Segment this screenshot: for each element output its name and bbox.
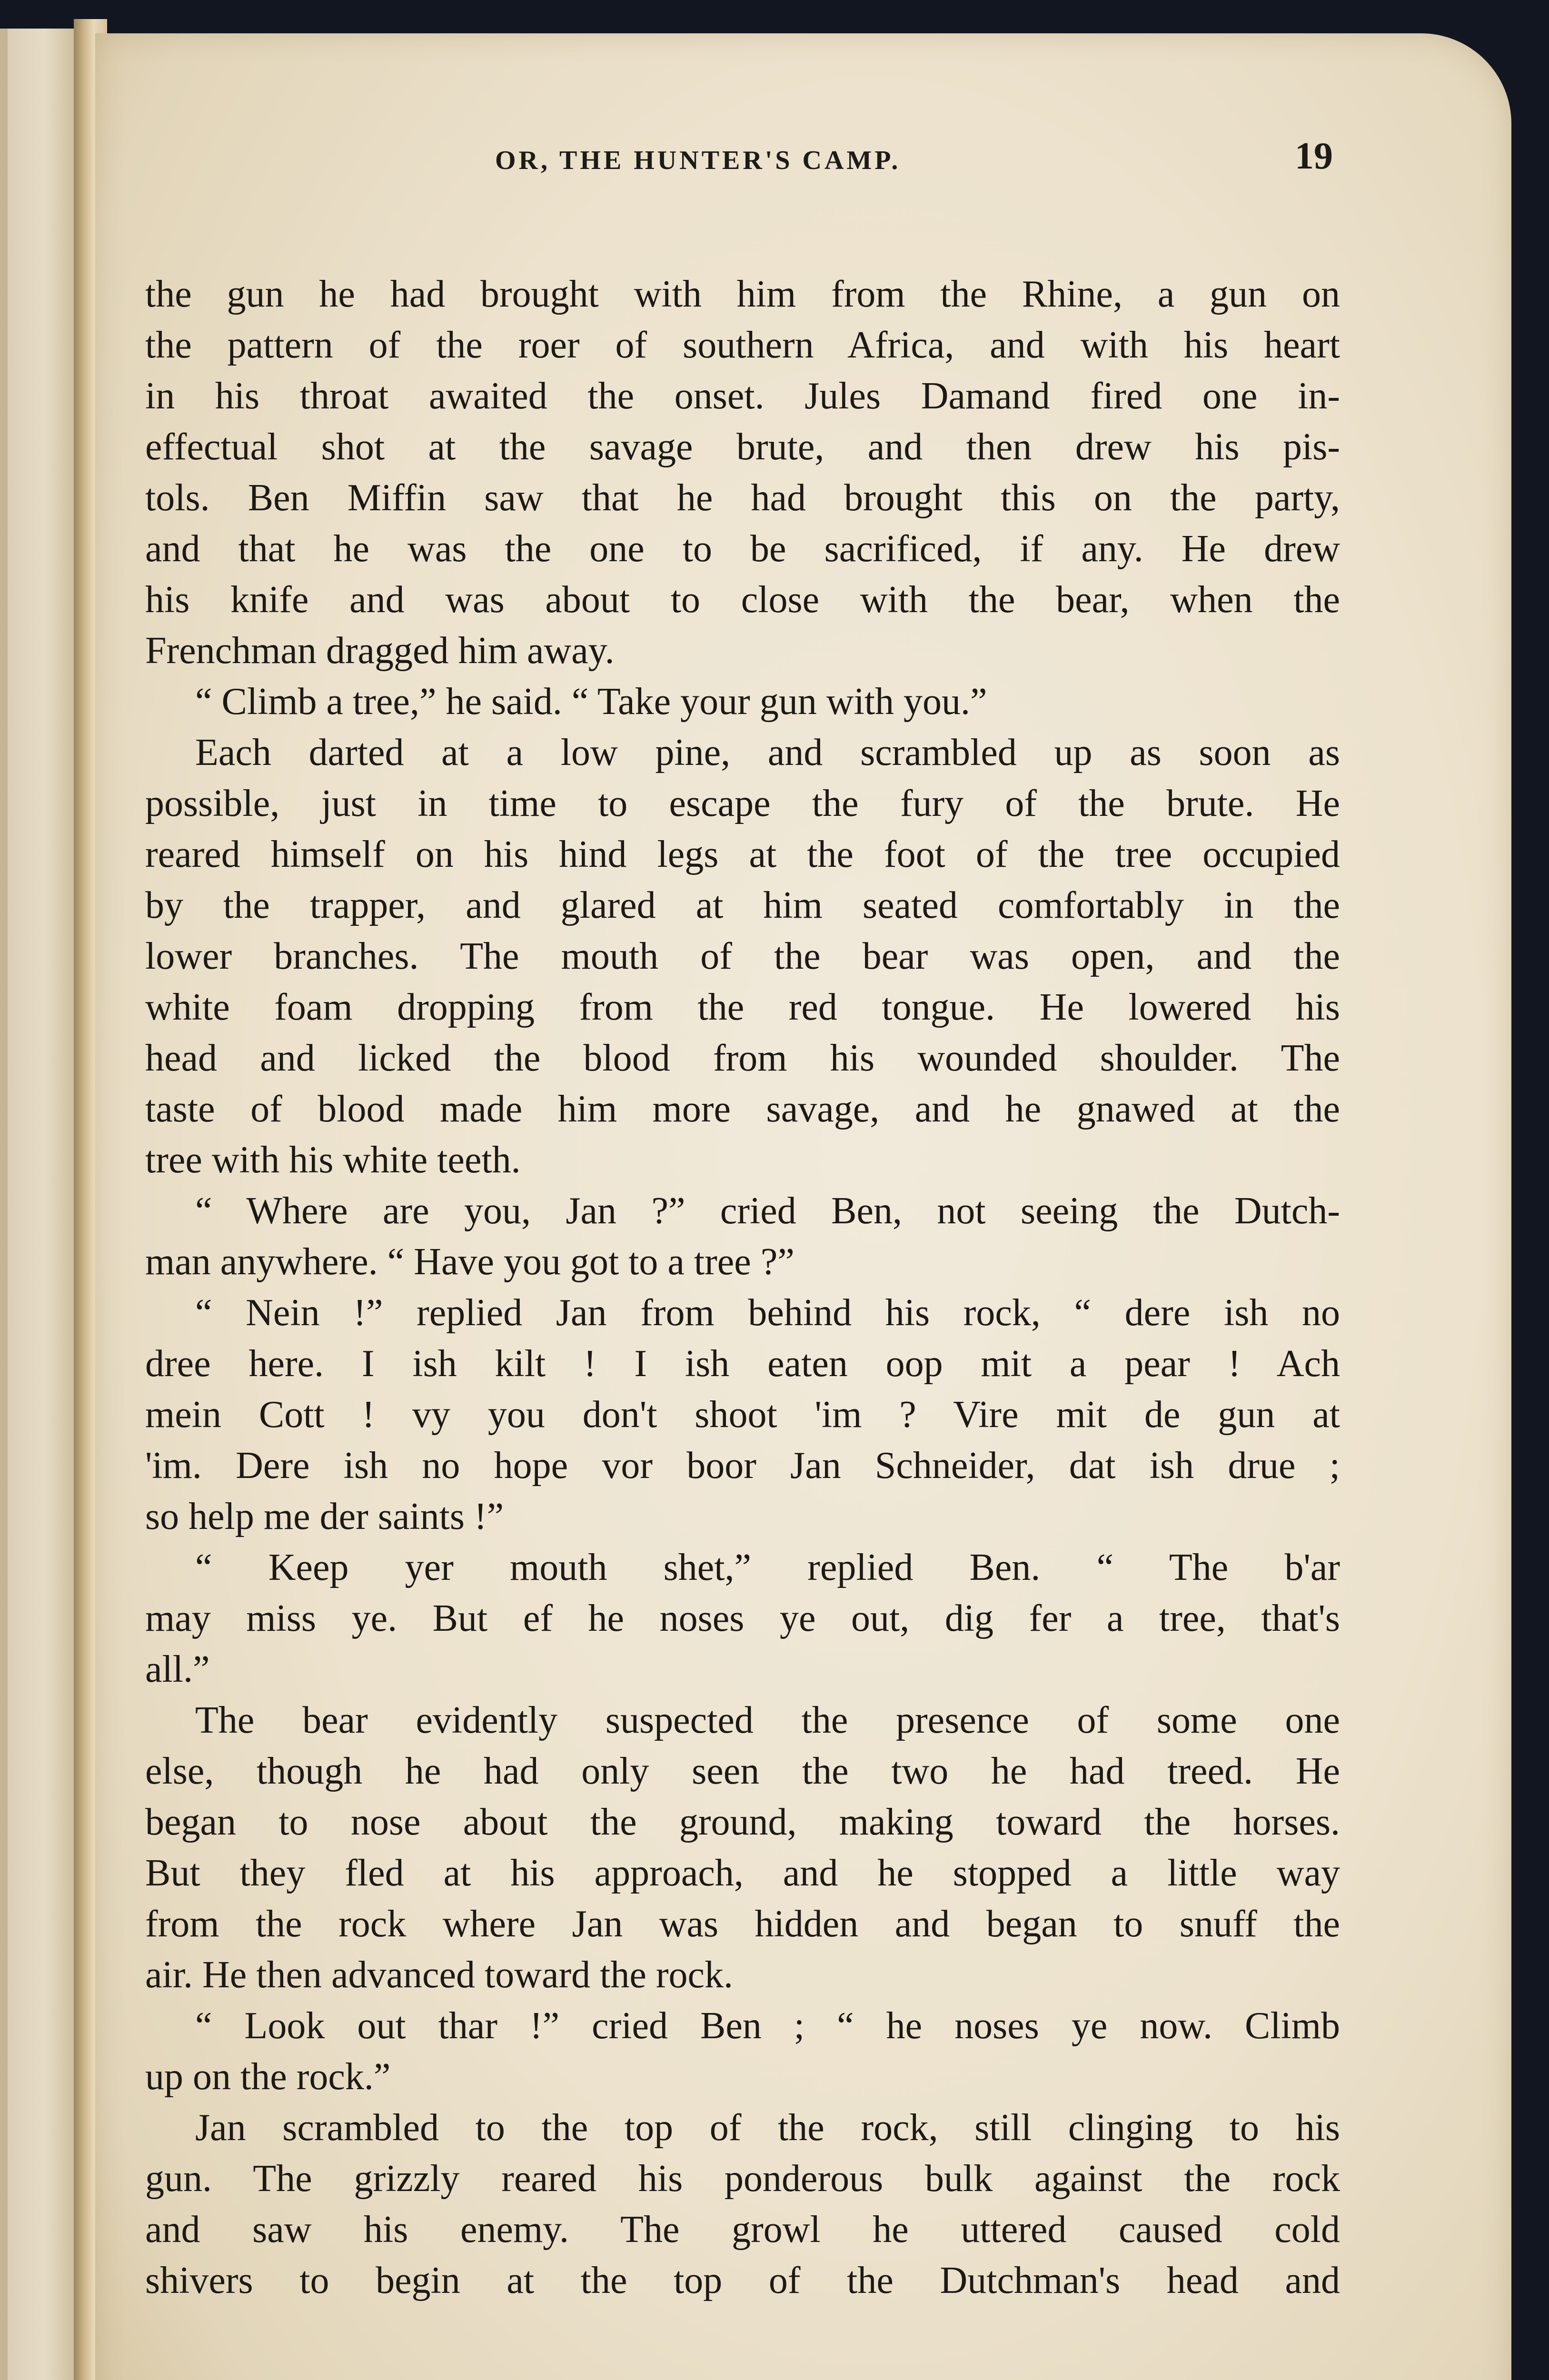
text-line: head and licked the blood from his wounded shoulder. The [145, 1037, 1340, 1079]
text-line: “ Look out thar !” cried Ben ; “ he noses ye now. Climb [195, 2005, 1340, 2047]
text-line: man anywhere. “ Have you got to a tree ?” [145, 1241, 794, 1283]
text-line: possible, just in time to escape the fury of the brute. He [145, 783, 1340, 824]
text-line: Each darted at a low pine, and scrambled up as soon as [195, 732, 1340, 774]
text-line: shivers to begin at the top of the Dutchman's head and [145, 2260, 1340, 2301]
text-line: Frenchman dragged him away. [145, 630, 615, 672]
text-line: air. He then advanced toward the rock. [145, 1954, 734, 1996]
text-line: in his throat awaited the onset. Jules Damand fired one in- [145, 375, 1340, 417]
text-line: white foam dropping from the red tongue. He lowered his [145, 986, 1340, 1028]
text-line: taste of blood made him more savage, and he gnawed at the [145, 1088, 1340, 1130]
text-line: But they fled at his approach, and he stopped a little way [145, 1852, 1340, 1894]
text-line: Jan scrambled to the top of the rock, still clinging to his [195, 2107, 1340, 2149]
text-line: “ Climb a tree,” he said. “ Take your gun with you.” [195, 681, 987, 723]
text-line: gun. The grizzly reared his ponderous bulk against the rock [145, 2158, 1340, 2200]
text-line: his knife and was about to close with the bear, when the [145, 579, 1340, 621]
text-line: tols. Ben Miffin saw that he had brought this on the party, [145, 477, 1340, 519]
body-text [145, 269, 1340, 2306]
text-line: reared himself on his hind legs at the foot of the tree occupied [145, 833, 1340, 875]
text-line: The bear evidently suspected the presence of some one [195, 1699, 1340, 1741]
text-line: lower branches. The mouth of the bear was open, and the [145, 935, 1340, 977]
text-line: tree with his white teeth. [145, 1139, 521, 1181]
running-head: OR, THE HUNTER'S CAMP. [495, 146, 901, 175]
text-line: may miss ye. But ef he noses ye out, dig fer a tree, that's [145, 1597, 1340, 1639]
text-line: all.” [145, 1648, 210, 1690]
text-line: by the trapper, and glared at him seated comfortably in the [145, 884, 1340, 926]
left-page-shadow [0, 29, 8, 2380]
left-page-edge [0, 29, 81, 2380]
text-line: began to nose about the ground, making toward the horses. [145, 1801, 1340, 1843]
text-line: “ Keep yer mouth shet,” replied Ben. “ The b'ar [195, 1547, 1340, 1588]
text-line: the gun he had brought with him from the Rhine, a gun on [145, 273, 1340, 315]
text-line: and saw his enemy. The growl he uttered caused cold [145, 2209, 1340, 2251]
text-line: mein Cott ! vy you don't shoot 'im ? Vire mit de gun at [145, 1394, 1340, 1436]
text-line: effectual shot at the savage brute, and then drew his pis- [145, 426, 1340, 468]
text-line: from the rock where Jan was hidden and began to snuff the [145, 1903, 1340, 1945]
text-line: dree here. I ish kilt ! I ish eaten oop mit a pear ! Ach [145, 1343, 1340, 1385]
page-header [95, 135, 1511, 198]
text-line: 'im. Dere ish no hope vor boor Jan Schneider, dat ish drue ; [145, 1445, 1340, 1487]
text-line: and that he was the one to be sacrificed, if any. He drew [145, 528, 1340, 570]
text-line: else, though he had only seen the two he had treed. He [145, 1750, 1340, 1792]
text-line: so help me der saints !” [145, 1496, 504, 1537]
text-line: up on the rock.” [145, 2056, 391, 2098]
text-line: “ Where are you, Jan ?” cried Ben, not seeing the Dutch- [195, 1190, 1340, 1232]
text-line: “ Nein !” replied Jan from behind his rock, “ dere ish no [195, 1292, 1340, 1334]
page-number: 19 [1295, 135, 1333, 177]
text-line: the pattern of the roer of southern Africa, and with his heart [145, 324, 1340, 366]
